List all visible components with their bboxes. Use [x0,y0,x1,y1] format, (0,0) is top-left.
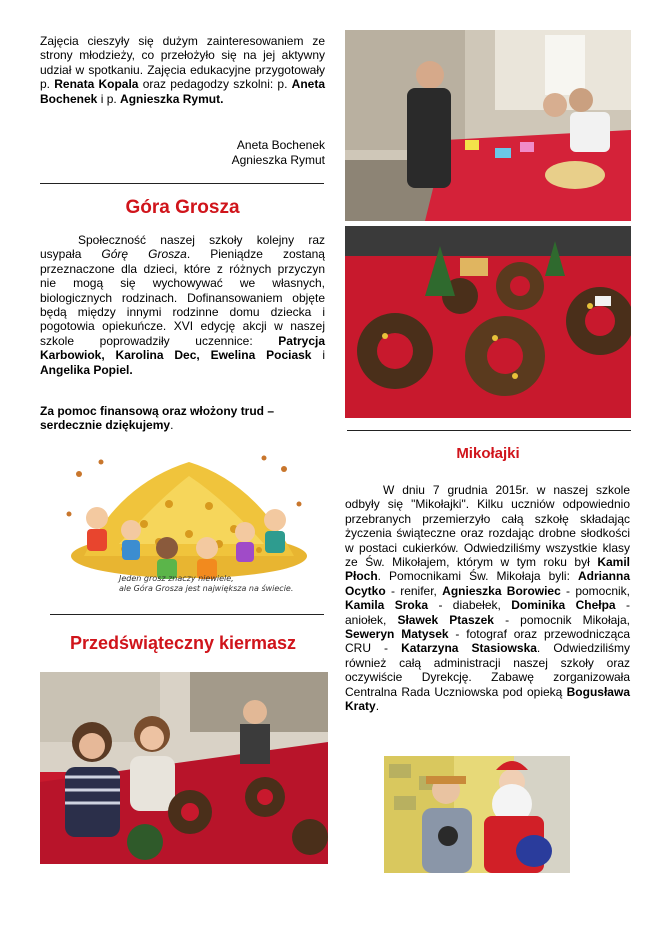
heading-mikolajki: Mikołajki [456,445,520,462]
name-aneta-bochenek: Aneta Bochenek [40,77,325,106]
mikolajki-paragraph: W dniu 7 grudnia 2015r. w naszej szkole odbyły się "Mikołajki". Kilku uczniów odpowiednio przebranych przemierzyło całą szkołę składając życzenia świąteczne oraz rozdając drobne słodkości w postaci cukierków. Odwiedziliśmy wszystkie klasy ze Św. Mikołajem, którym w tym roku był Kamil Płoch. Pomocnikami Św. Mikołaja byli: Adrianna Ocytko - renifer, Agnieszka Borowiec - pomocnik, Kamila Sroka - diabełek, Dominika Chełpa - aniołek, Sławek Ptaszek - pomocnik Mikołaja, Seweryn Matysek - fotograf oraz przewodnicząca CRU - Katarzyna Stasiowska. Odwiedziliśmy również całą administracji naszej szkoły oraz oczywiście Dyrekcję. Zabawę zorganizowała Centralna Rada Uczniowska pod opieką Bogusława Kraty. [345,483,631,714]
article-intro-paragraph: Zajęcia cieszyły się dużym zainteresowaniem ze strony młodzieży, co przełożyło się na jej aktywny udział w spotkaniu. Zajęcia edukacyjne przygotowały p. Renata Kopala oraz pedagodzy szkolni: p. Aneta Bochenek i p. Agnieszka Rymut. [40,34,325,106]
mikolaj-photo [384,756,570,873]
signature-line-2: Agnieszka Rymut [231,153,325,167]
signature-line-1: Aneta Bochenek [236,138,325,152]
fair-visitors-photo [345,30,631,221]
santa-and-student-photo [384,756,570,873]
name-renata-kopala: Renata Kopala [54,77,139,92]
christmas-wreaths-table-photo [345,226,631,418]
organizer-name-last: Angelika Popiel. [40,362,133,377]
divider-3 [347,430,631,431]
fair-students-photo [40,672,328,864]
article-signature [40,138,325,168]
school-fair-hall-photo [345,30,631,221]
gora-grosza-thanks: Za pomoc finansową oraz włożony trud – serdecznie dziękujemy. [40,404,275,433]
divider-1 [40,183,324,184]
gora-grosza-illustration [49,444,314,602]
organizer-names: Patrycja Karbowiok, Karolina Dec, Ewelina Pociask [40,333,325,363]
wreaths-photo [345,226,631,418]
illustration-caption: Jeden grosz znaczy niewiele, ale Góra Grosza jest największa na świecie. [119,574,294,593]
name-agnieszka-rymut: Agnieszka Rymut. [120,91,224,106]
kiermasz-photo [40,672,328,864]
heading-gora-grosza: Góra Grosza [125,197,240,218]
heading-kiermasz: Przedświąteczny kiermasz [69,633,297,653]
gora-grosza-paragraph: Społeczność naszej szkoły kolejny raz usypała Górę Grosza. Pieniądze zostaną przeznaczone dla dzieci, które z różnych przyczyn nie mogą się wychowywać we własnych, biologicznych rodzinach. Dofinansowaniem objęte będą między innymi rodzinne domu dziecka i pogotowia opiekuńcze. XVI edycję akcji w naszej szkole poprowadziły uczennice: Patrycja Karbowiok, Karolina Dec, Ewelina Pociask i Angelika Popiel. [40,233,325,377]
divider-2 [50,614,324,615]
